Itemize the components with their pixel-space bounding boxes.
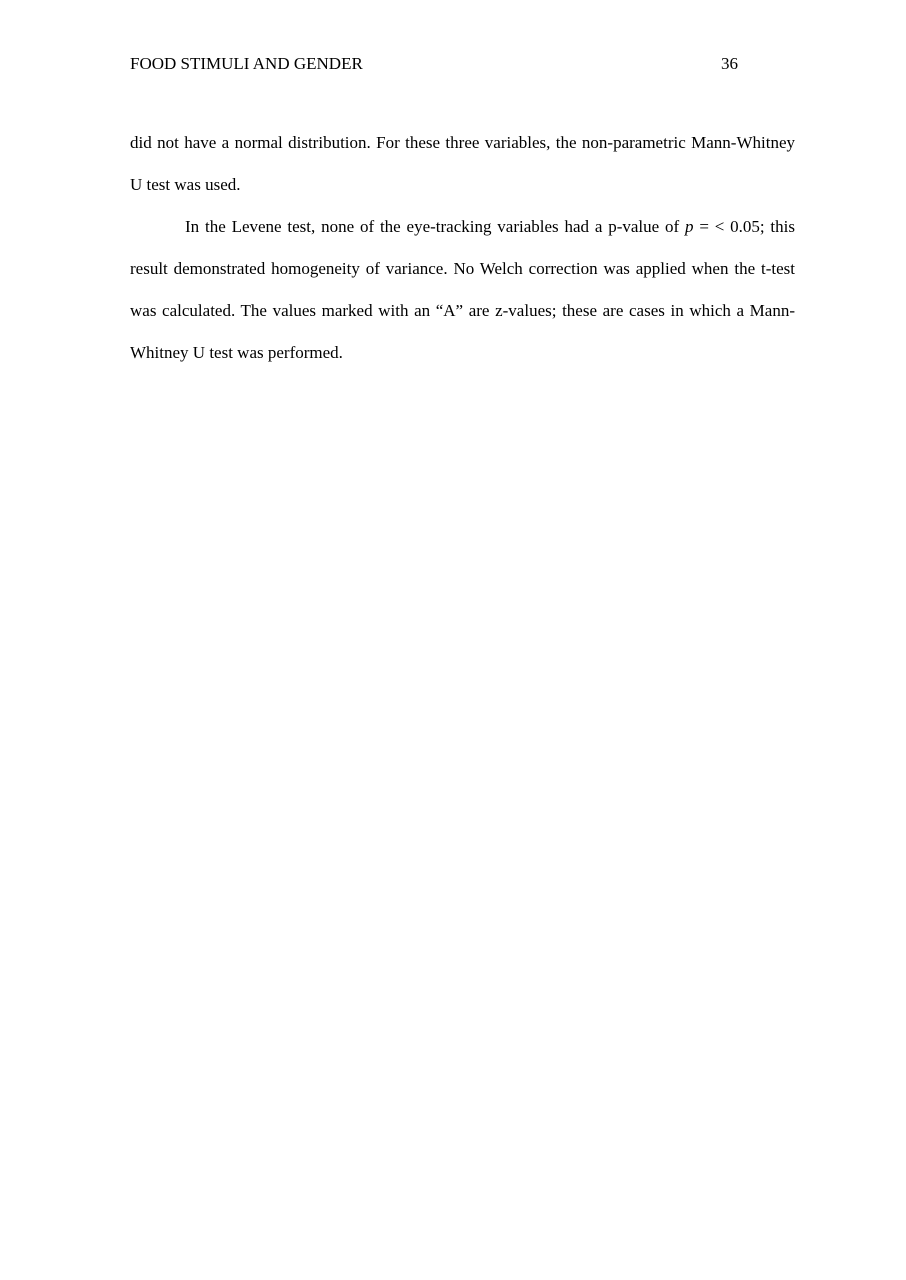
paragraph-text-segment: In the Levene test, none of the eye-tracking variables had a p-value of — [185, 217, 685, 236]
page-number: 36 — [721, 54, 738, 73]
paragraph-levene-test — [130, 206, 795, 374]
paragraph-continued: did not have a normal distribution. For these three variables, the non-parametric Mann-Whitney U test was used. — [130, 133, 795, 194]
paragraph-text-segment: = < 0.05; this result demonstrated homogeneity of variance. No Welch correction was applied when the t-test was calculated. The values marked with an “A” are z-values; these are cases in which a Mann-Whitney U test was performed. — [130, 217, 795, 362]
p-symbol: p — [685, 217, 694, 236]
running-head: FOOD STIMULI AND GENDER — [130, 54, 363, 73]
body-text — [130, 122, 795, 374]
